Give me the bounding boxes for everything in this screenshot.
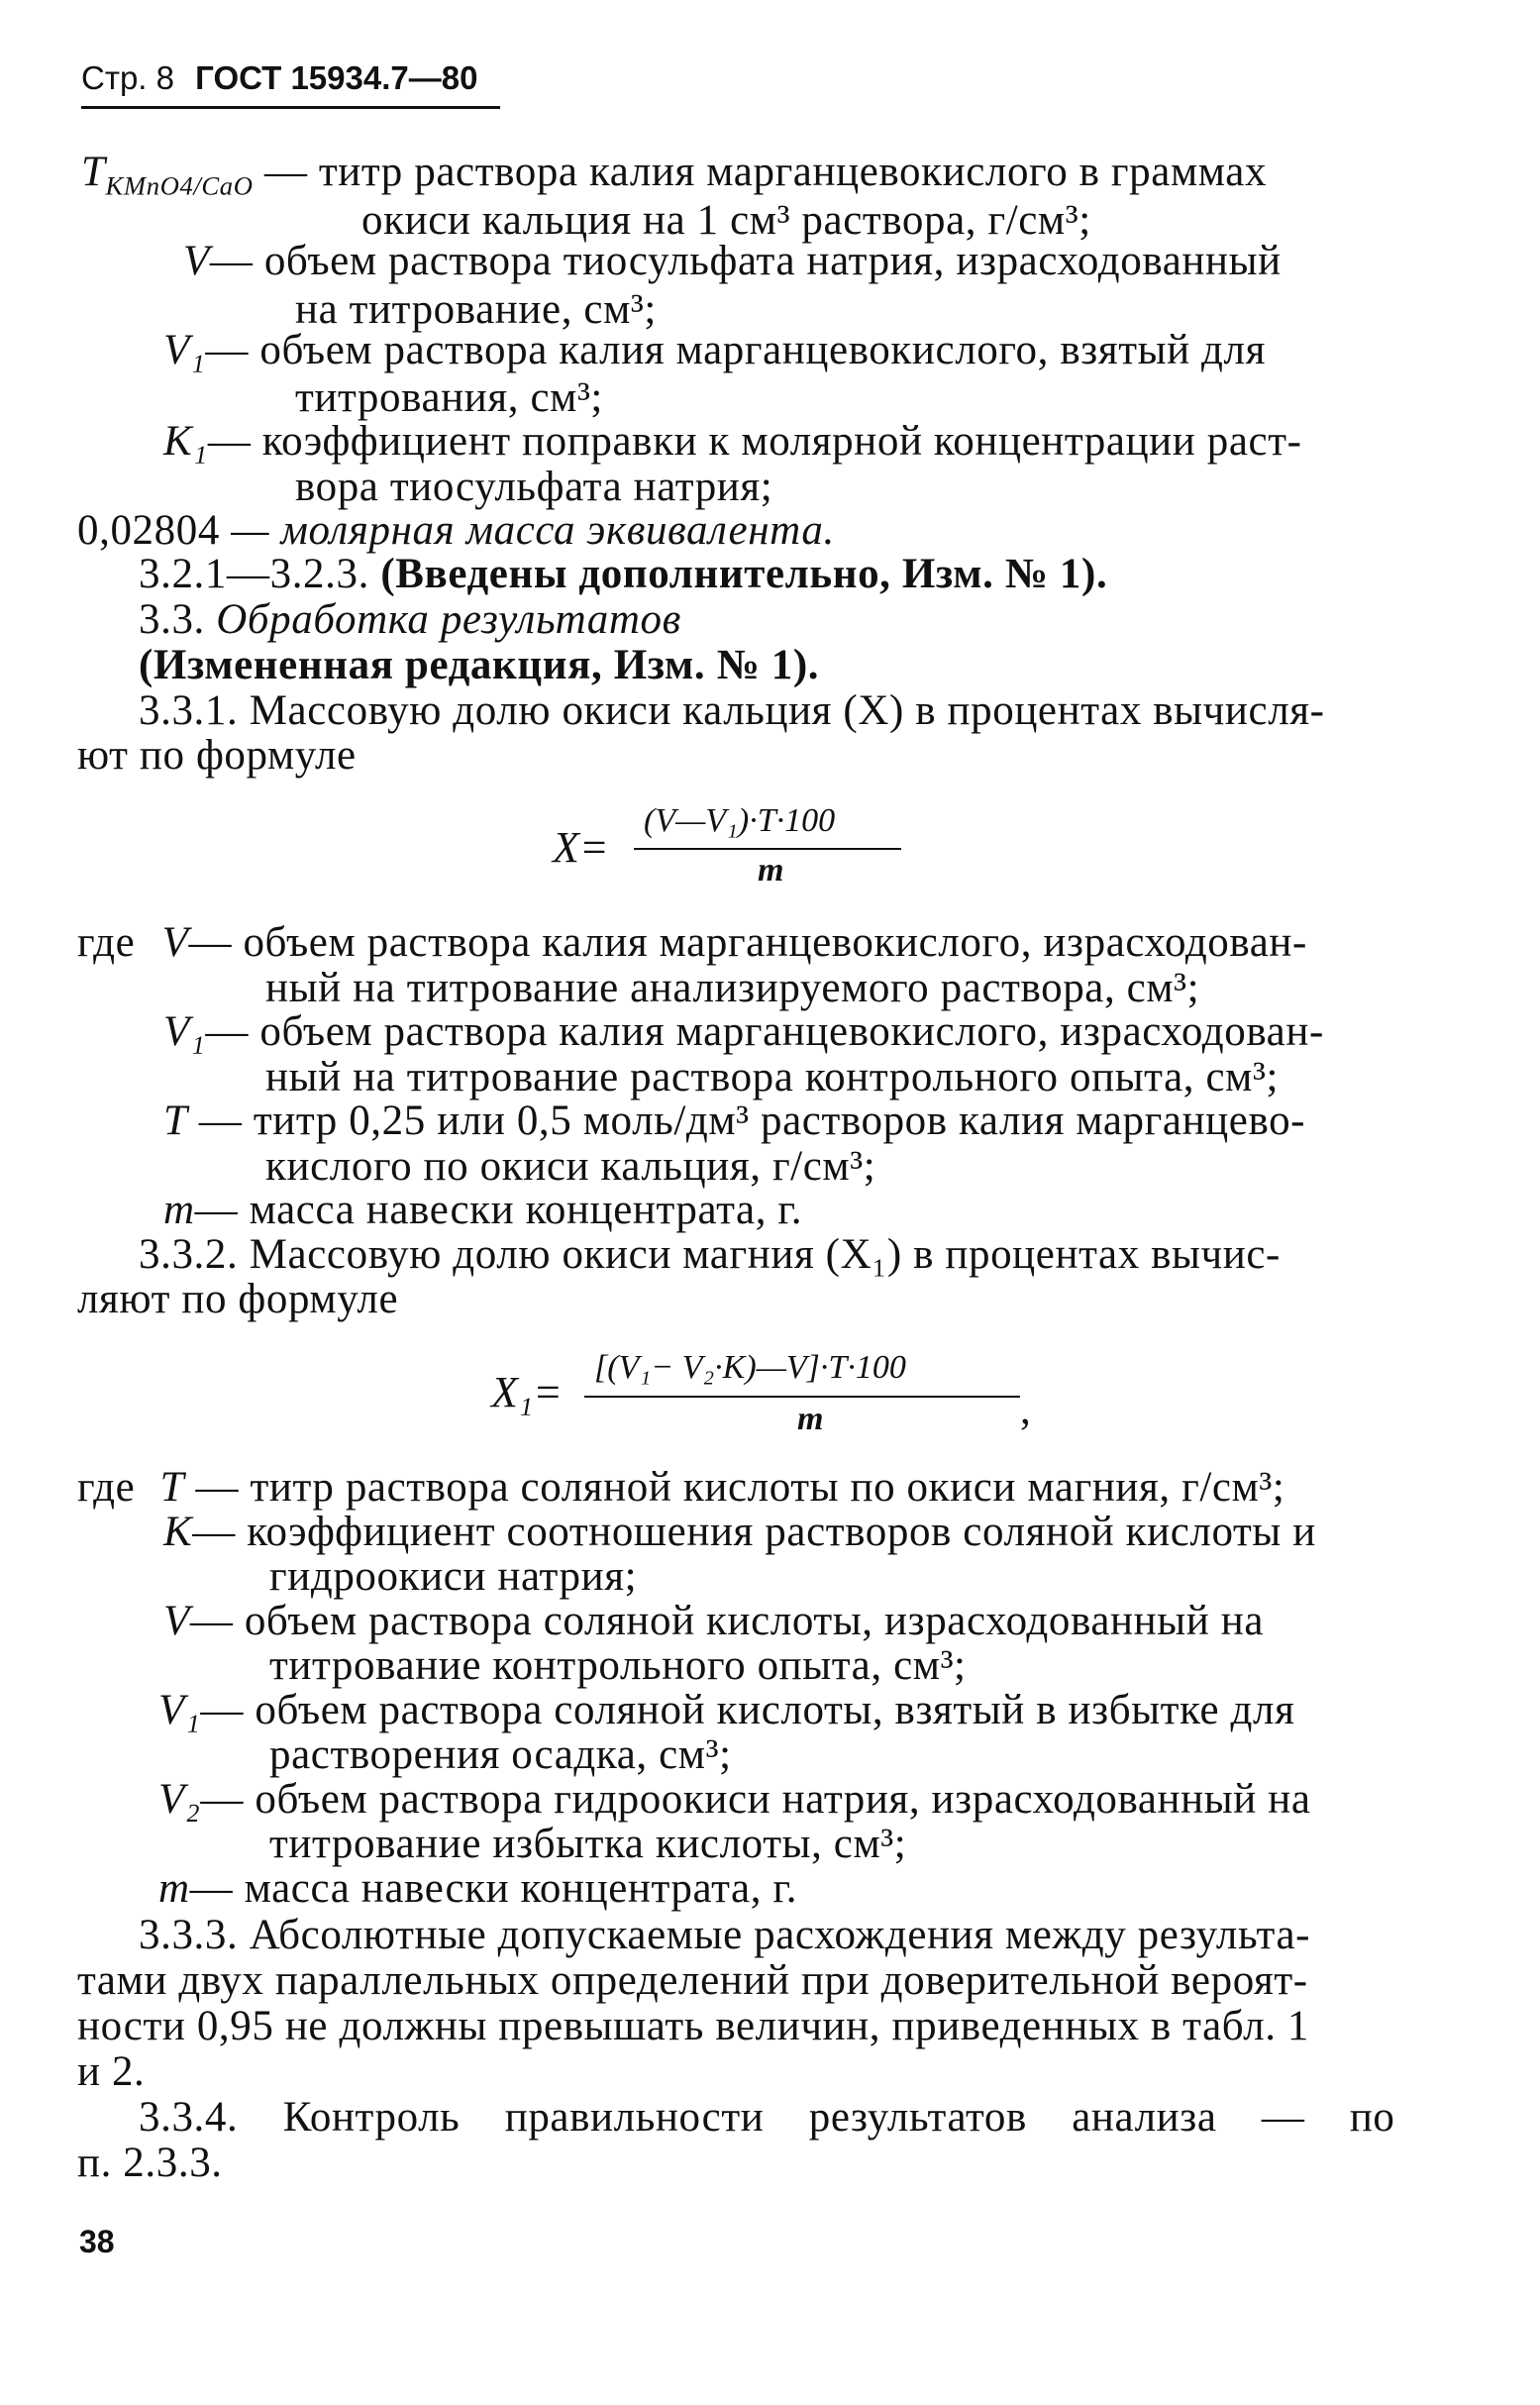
def-text: — титр раствора соляной кислоты по окиси магния, г/см³; [195,1464,1285,1511]
def-text: — объем раствора тиосульфата натрия, израсходованный [209,238,1282,284]
defs1-v1-cont: ный на титрование раствора контрольного опыта, см³; [265,1054,1280,1100]
defs2-v2 [158,1776,1311,1824]
symbol-m: m [158,1865,190,1912]
defs2-v [163,1598,1264,1645]
formula-2-fraction-bar [584,1396,1020,1398]
def-text: — объем раствора калия марганцевокислого, израсходован- [188,919,1307,966]
def-text: — объем раствора соляной кислоты, израсходованный на [189,1598,1265,1644]
symbol-v1: V₁ [163,1008,206,1055]
defs2-v1-cont: растворения осадка, см³; [269,1731,732,1778]
clause-3-3-3-line4: и 2. [77,2048,146,2095]
symbol-t: T [159,1464,185,1511]
defs2-t [77,1464,1284,1512]
clause-3-3-3-line1: 3.3.3. Абсолютные допускаемые расхождения между результа- [139,1912,1311,1958]
defs2-v2-cont: титрование избытка кислоты, см³; [269,1821,907,1867]
def-text: — масса навески концентрата, г. [189,1865,798,1912]
section-title: Обработка результатов [216,596,681,643]
symbol-v2: V₂ [158,1776,201,1823]
clause-3-3-4-line1 [139,2094,1395,2142]
defs2-v1 [158,1687,1294,1734]
section-3-3-edit-note: (Измененная редакция, Изм. № 1). [139,642,820,688]
clause-3-3-3-line3: ности 0,95 не должны превышать величин, приведенных в табл. 1 [77,2003,1310,2049]
clause-3-3-2-line1: 3.3.2. Массовую долю окиси магния (X₁) в процентах вычис- [139,1231,1281,1278]
def-text: вора тиосульфата натрия; [295,464,773,510]
symbol-t: T [81,149,106,195]
symbol-v: V [161,919,189,966]
symbol-k1: K₁ [163,418,208,465]
def-text: на титрование, см³; [295,286,657,333]
symbol-k: K [163,1509,193,1555]
defs2-k-cont: гидроокиси натрия; [269,1553,638,1600]
def-text: титрования, см³; [295,374,603,421]
defs2-v-cont: титрование контрольного опыта, см³; [269,1642,967,1689]
clause-note: (Введены дополнительно, Изм. № 1). [380,551,1108,597]
def-text: — объем раствора гидроокиси натрия, израсходованный на [200,1776,1311,1823]
formula-2-numerator: [(V₁− V₂·K)—V]·T·100 [594,1349,906,1386]
symbol-v1: V₁ [163,327,206,373]
symbol-v: V [163,1598,190,1644]
symbol-v1: V₁ [158,1687,201,1733]
defs1-m [163,1187,802,1234]
def-text: — объем раствора калия марганцевокислого, израсходован- [205,1008,1324,1055]
def-v1 [163,327,1266,374]
formula-1-lhs: X= [553,823,609,872]
def-text: — молярная масса эквивалента. [219,507,835,554]
clause-3-2-1 [139,551,1107,598]
where-word: где [77,919,136,966]
defs2-m [158,1865,797,1913]
header-rule [81,106,500,109]
defs1-v [77,919,1307,967]
section-number: 3.3. [139,596,217,643]
symbol-v: V [183,238,210,284]
def-molar-mass [77,507,835,555]
molar-mass-value: 0,02804 [77,507,220,554]
formula-1-numerator: (V—V₁)·T·100 [644,802,836,839]
page-label: Стр. 8 [81,59,174,96]
def-text: — масса навески концентрата, г. [194,1187,803,1233]
where-word: где [77,1464,136,1511]
clause-3-3-4-line2: п. 2.3.3. [77,2140,223,2186]
formula-1-fraction-bar [634,848,901,850]
symbol-m: m [163,1187,195,1233]
defs1-v1 [163,1008,1324,1056]
clause-3-3-1-line2: ют по формуле [77,732,357,779]
page-header [81,59,477,97]
formula-2-lhs: X₁= [491,1368,563,1416]
defs1-t-cont: кислого по окиси кальция, г/см³; [265,1143,876,1190]
clause-text: 3.3.4. Контроль правильности результатов анализа — по [139,2094,1395,2141]
symbol-t: T [163,1098,188,1144]
def-t-kmno4 [81,149,1268,201]
formula-2-comma: , [1020,1387,1032,1433]
def-text: — коэффициент соотношения растворов соляной кислоты и [192,1509,1316,1555]
def-text: — титр раствора калия марганцевокислого в граммах [263,149,1268,195]
standard-code: ГОСТ 15934.7—80 [195,59,478,96]
formula-2-denominator: m [797,1401,824,1437]
symbol-t-subscript: KMnO4/CaO [105,170,254,201]
clause-3-3-2-line2: ляют по формуле [77,1276,399,1322]
clause-number: 3.2.1—3.2.3. [139,551,381,597]
clause-3-3-3-line2: тами двух параллельных определений при доверительной вероят- [77,1957,1308,2004]
def-v1-cont [295,374,603,422]
clause-3-3-1-line1: 3.3.1. Массовую долю окиси кальция (X) в процентах вычисля- [139,687,1325,734]
def-text: — титр 0,25 или 0,5 моль/дм³ растворов калия марганцево- [198,1098,1306,1144]
def-k1-cont [295,464,772,511]
section-3-3-heading [139,596,681,644]
defs1-t [163,1098,1305,1145]
def-v [183,238,1282,285]
defs1-v-cont: ный на титрование анализируемого раствора, см³; [265,965,1200,1011]
formula-1-denominator: m [758,852,784,889]
page-number: 38 [79,2224,115,2259]
def-text: — объем раствора калия марганцевокислого, взятый для [205,327,1266,373]
def-text: — коэффициент поправки к молярной концентрации раст- [207,418,1302,465]
defs2-k [163,1509,1316,1556]
def-text: окиси кальция на 1 см³ раствора, г/см³; [361,197,1091,244]
def-k1 [163,418,1302,466]
def-text: — объем раствора соляной кислоты, взятый в избытке для [200,1687,1295,1733]
